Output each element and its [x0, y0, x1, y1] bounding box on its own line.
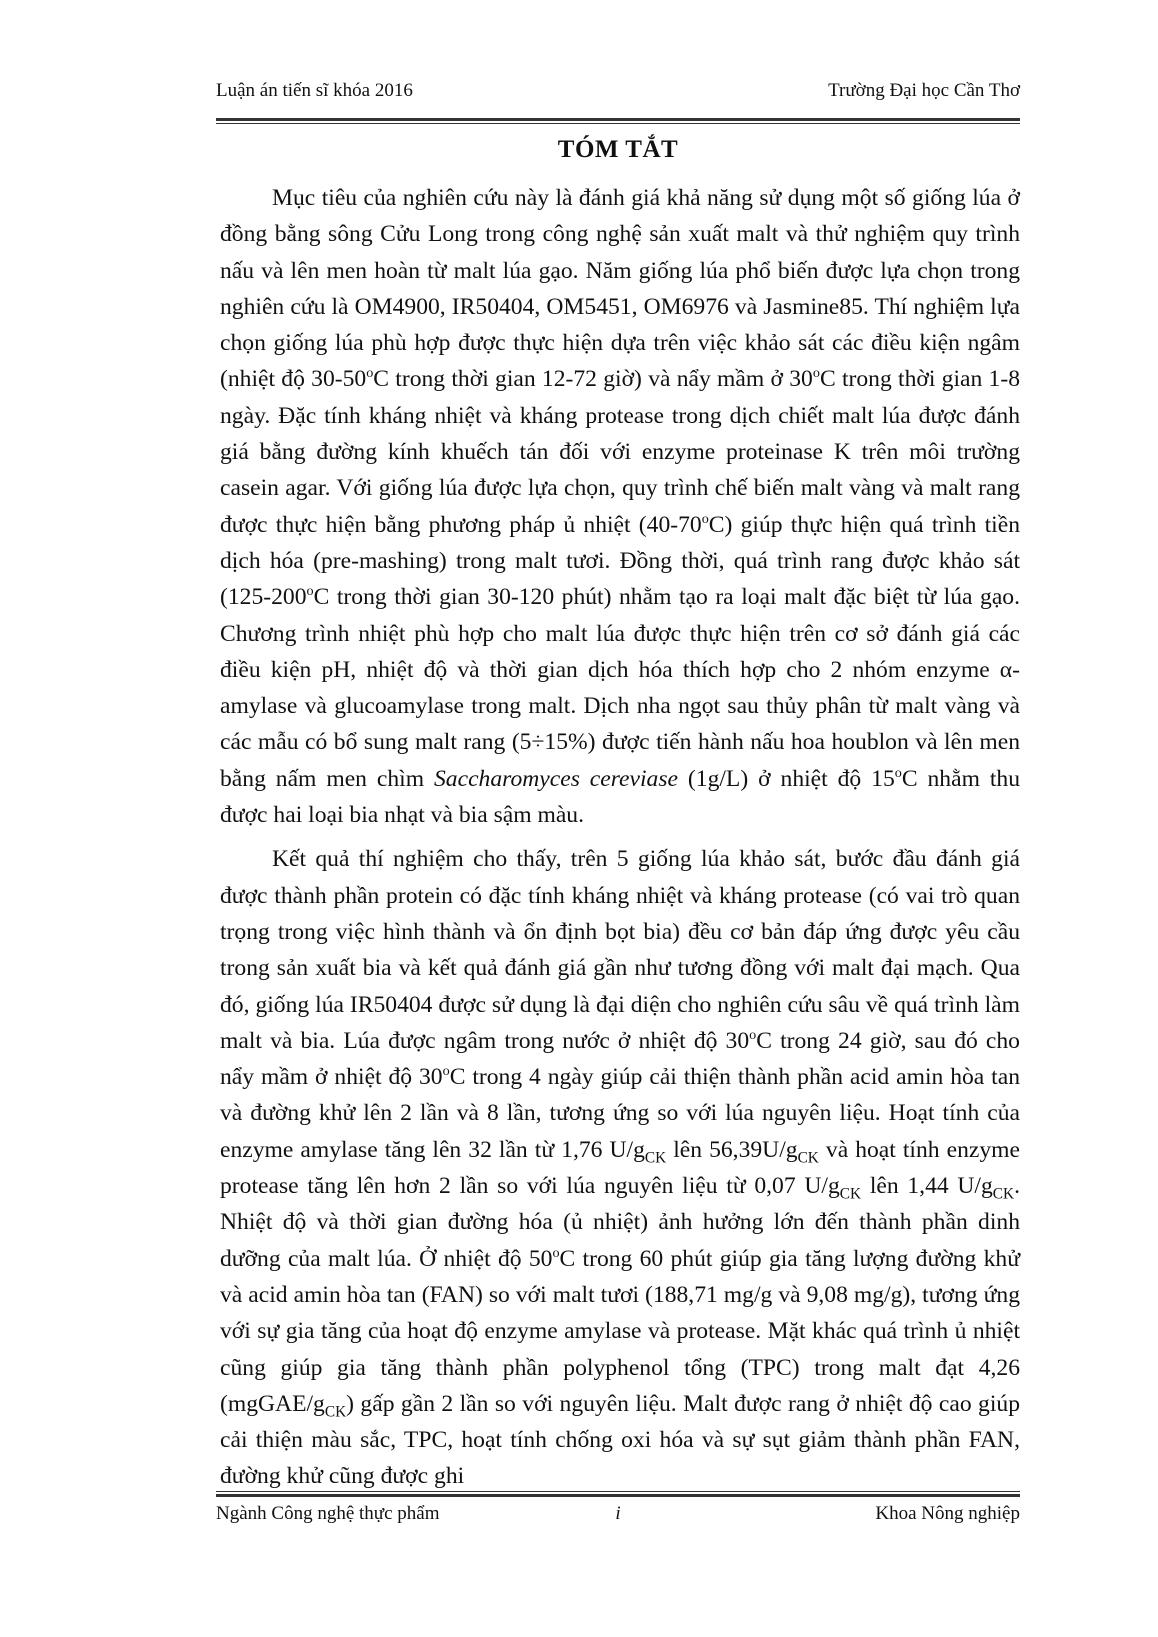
footer-faculty: Khoa Nông nghiệp — [875, 1503, 1020, 1524]
footer-divider — [216, 1491, 1020, 1497]
page-header — [216, 80, 1020, 116]
page-footer — [216, 1503, 1020, 1533]
page-title: TÓM TẮT — [557, 136, 679, 163]
species-name: Saccharomyces cereviase — [434, 765, 678, 792]
page-number: i — [615, 1503, 621, 1524]
paragraph-results: Kết quả thí nghiệm cho thấy, trên 5 giống lúa khảo sát, bước đầu đánh giá được thành phần protein có đặc tính kháng nhiệt và kháng protease (có vai trò quan trọng trong việc hình thành và ổn định bọt bia) đều cơ bản đáp ứng được yêu cầu trong sản xuất bia và kết quả đánh giá gần như tương đồng với malt đại mạch. Qua đó, giống lúa IR50404 được sử dụng là đại diện cho nghiên cứu sâu về quá trình làm malt và bia. Lúa được ngâm trong nước ở nhiệt độ 30$^o$C trong 24 giờ, sau đó cho nẩy mầm ở nhiệt độ 30$^o$C trong 4 ngày giúp cải thiện thành phần acid amin hòa tan và đường khử lên 2 lần và 8 lần, tương ứng so với lúa nguyên liệu. Hoạt tính của enzyme amylase tăng lên 32 lần từ 1,76 $U/g_{CK}$ lên $56,39U/g_{CK}$ và hoạt tính enzyme protease tăng lên hơn 2 lần so với lúa nguyên liệu từ 0,07 $U/g_{CK}$ lên 1,44 $U/g_{CK}$. Nhiệt độ và thời gian đường hóa (ủ nhiệt) ảnh hưởng lớn đến thành phần dinh dưỡng của malt lúa. Ở nhiệt độ 50$^o$C trong 60 phút giúp gia tăng lượng đường khử và acid amin hòa tan (FAN) so với malt tươi (188,71 mg/g và 9,08 mg/g), tương ứng với sự gia tăng của hoạt độ enzyme amylase và protease. Mặt khác quá trình ủ nhiệt cũng giúp gia tăng thành phần polyphenol tổng (TPC) trong malt đạt 4,26 $(mgGAE/g_{CK})$ gấp gần 2 lần so với nguyên liệu. Malt được rang ở nhiệt độ cao giúp cải thiện màu sắc, TPC, hoạt tính chống oxi hóa và sự sụt giảm thành phần FAN, đường khử cũng được ghi — [220, 846, 1020, 1490]
abstract-body — [220, 180, 1020, 1495]
header-university: Trường Đại học Cần Thơ — [828, 80, 1020, 101]
paragraph-objectives: Mục tiêu của nghiên cứu này là đánh giá khả năng sử dụng một số giống lúa ở đồng bằng sông Cửu Long trong công nghệ sản xuất malt và thử nghiệm quy trình nấu và lên men hoàn từ malt lúa gạo. Năm giống lúa phổ biến được lựa chọn trong nghiên cứu là OM4900, IR50404, OM5451, OM6976 và Jasmine85. Thí nghiệm lựa chọn giống lúa phù hợp được thực hiện dựa trên việc khảo sát các điều kiện ngâm (nhiệt độ 30-50$^o$C trong thời gian 12-72 giờ) và nẩy mầm ở 30$^o$C trong thời gian 1-8 ngày. Đặc tính kháng nhiệt và kháng protease trong dịch chiết malt lúa được đánh giá bằng đường kính khuếch tán đối với enzyme proteinase K trên môi trường casein agar. Với giống lúa được lựa chọn, quy trình chế biến malt vàng và malt rang được thực hiện bằng phương pháp ủ nhiệt (40-70$^o$C) giúp thực hiện quá trình tiền dịch hóa (pre-mashing) trong malt tươi. Đồng thời, quá trình rang được khảo sát (125-200$^o$C trong thời gian 30-120 phút) nhằm tạo ra loại malt đặc biệt từ lúa gạo. Chương trình nhiệt phù hợp cho malt lúa được thực hiện trên cơ sở đánh giá các điều kiện pH, nhiệt độ và thời gian dịch hóa thích hợp cho 2 nhóm enzyme α-amylase và glucoamylase trong malt. Dịch nha ngọt sau thủy phân từ malt vàng và các mẫu có bổ sung malt rang (5÷15%) được tiến hành nấu hoa houblon và lên men bằng nấm men chìm Saccharomyces cereviase (1g/L) ở nhiệt độ 15$^o$C nhằm thu được hai loại bia nhạt và bia sậm màu. — [220, 185, 1021, 829]
header-divider — [216, 118, 1020, 124]
footer-department: Ngành Công nghệ thực phẩm — [216, 1503, 440, 1524]
header-thesis-label: Luận án tiến sĩ khóa 2016 — [216, 80, 413, 101]
